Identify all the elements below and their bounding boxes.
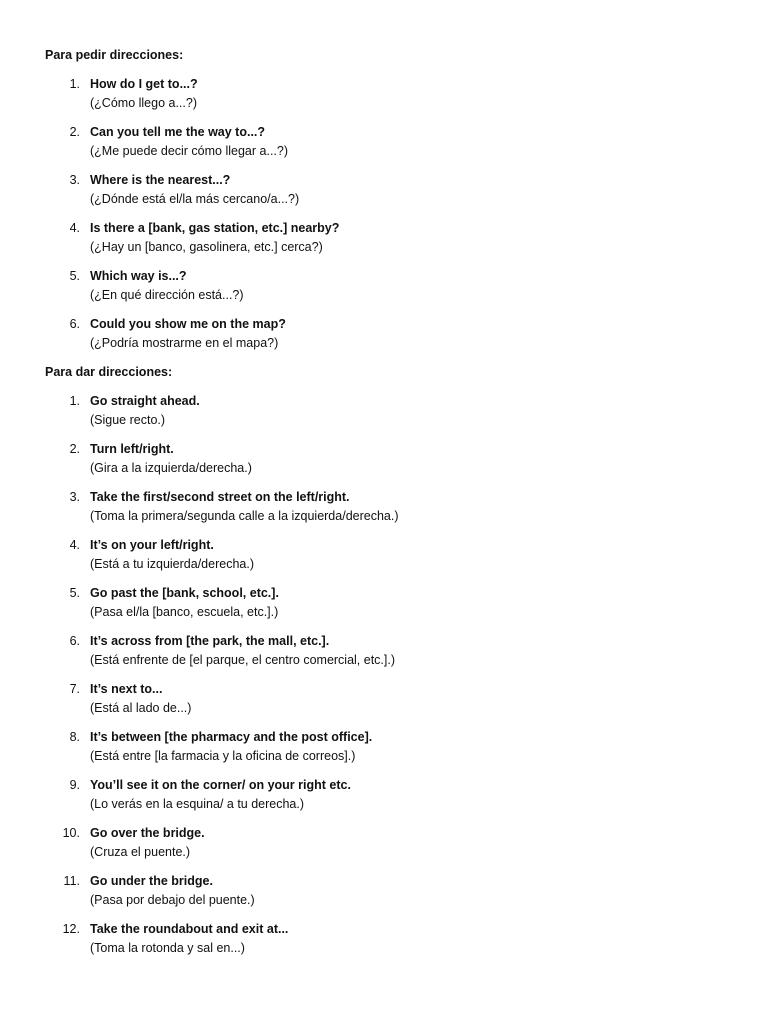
spanish-translation: (Cruza el puente.) xyxy=(90,844,191,859)
english-phrase: Is there a [bank, gas station, etc.] nearby? xyxy=(90,221,340,235)
list-item xyxy=(45,584,735,621)
list-item xyxy=(45,536,735,573)
english-phrase: It’s across from [the park, the mall, etc.]. xyxy=(90,634,330,648)
spanish-translation: (Sigue recto.) xyxy=(90,412,166,427)
english-phrase: Take the roundabout and exit at... xyxy=(90,922,289,936)
list-item xyxy=(45,392,735,429)
english-phrase: Turn left/right. xyxy=(90,442,174,456)
english-phrase: How do I get to...? xyxy=(90,77,198,91)
item-number: 10. xyxy=(62,826,80,840)
list-item xyxy=(45,824,735,861)
item-number: 3. xyxy=(69,490,80,504)
spanish-translation: (Toma la primera/segunda calle a la izquierda/derecha.) xyxy=(90,508,399,523)
item-number: 9. xyxy=(69,778,80,792)
item-number: 4. xyxy=(69,221,80,235)
list-item xyxy=(45,267,735,304)
list-item xyxy=(45,680,735,717)
item-number: 8. xyxy=(69,730,80,744)
spanish-translation: (¿Dónde está el/la más cercano/a...?) xyxy=(90,191,300,206)
english-phrase: It’s between [the pharmacy and the post office]. xyxy=(90,730,373,744)
item-number: 2. xyxy=(69,125,80,139)
item-number: 3. xyxy=(69,173,80,187)
document-page xyxy=(45,46,735,968)
spanish-translation: (¿En qué dirección está...?) xyxy=(90,287,244,302)
spanish-translation: (¿Hay un [banco, gasolinera, etc.] cerca?) xyxy=(90,239,323,254)
spanish-translation: (Toma la rotonda y sal en...) xyxy=(90,940,245,955)
giving-directions-list xyxy=(45,392,735,957)
spanish-translation: (Lo verás en la esquina/ a tu derecha.) xyxy=(90,796,305,811)
english-phrase: Take the first/second street on the left/right. xyxy=(90,490,350,504)
item-number: 11. xyxy=(63,874,80,888)
english-phrase: Which way is...? xyxy=(90,269,187,283)
spanish-translation: (Gira a la izquierda/derecha.) xyxy=(90,460,252,475)
asking-directions-list xyxy=(45,75,735,352)
list-item xyxy=(45,440,735,477)
list-item xyxy=(45,123,735,160)
spanish-translation: (¿Me puede decir cómo llegar a...?) xyxy=(90,143,289,158)
spanish-translation: (Está al lado de...) xyxy=(90,700,192,715)
spanish-translation: (¿Podría mostrarme en el mapa?) xyxy=(90,335,279,350)
english-phrase: It’s next to... xyxy=(90,682,163,696)
english-phrase: Go under the bridge. xyxy=(90,874,213,888)
spanish-translation: (Está entre [la farmacia y la oficina de correos].) xyxy=(90,748,356,763)
english-phrase: Could you show me on the map? xyxy=(90,317,286,331)
item-number: 7. xyxy=(69,682,80,696)
list-item xyxy=(45,872,735,909)
section-title-giving: Para dar direcciones: xyxy=(45,365,173,379)
list-item xyxy=(45,776,735,813)
list-item xyxy=(45,488,735,525)
list-item xyxy=(45,315,735,352)
item-number: 12. xyxy=(62,922,80,936)
english-phrase: Go over the bridge. xyxy=(90,826,205,840)
item-number: 6. xyxy=(69,317,80,331)
english-phrase: Where is the nearest...? xyxy=(90,173,231,187)
list-item xyxy=(45,920,735,957)
list-item xyxy=(45,219,735,256)
spanish-translation: (¿Cómo llego a...?) xyxy=(90,95,197,110)
list-item xyxy=(45,728,735,765)
item-number: 5. xyxy=(69,269,80,283)
list-item xyxy=(45,171,735,208)
english-phrase: Go past the [bank, school, etc.]. xyxy=(90,586,279,600)
item-number: 5. xyxy=(69,586,80,600)
english-phrase: Can you tell me the way to...? xyxy=(90,125,266,139)
section-title-asking: Para pedir direcciones: xyxy=(45,48,184,62)
item-number: 2. xyxy=(69,442,80,456)
english-phrase: Go straight ahead. xyxy=(90,394,200,408)
list-item xyxy=(45,75,735,112)
spanish-translation: (Pasa el/la [banco, escuela, etc.].) xyxy=(90,604,279,619)
item-number: 1. xyxy=(69,394,80,408)
item-number: 1. xyxy=(69,77,80,91)
spanish-translation: (Está enfrente de [el parque, el centro comercial, etc.].) xyxy=(90,652,396,667)
item-number: 6. xyxy=(69,634,80,648)
item-number: 4. xyxy=(69,538,80,552)
spanish-translation: (Está a tu izquierda/derecha.) xyxy=(90,556,254,571)
list-item xyxy=(45,632,735,669)
english-phrase: It’s on your left/right. xyxy=(90,538,214,552)
spanish-translation: (Pasa por debajo del puente.) xyxy=(90,892,255,907)
english-phrase: You’ll see it on the corner/ on your right etc. xyxy=(90,778,351,792)
